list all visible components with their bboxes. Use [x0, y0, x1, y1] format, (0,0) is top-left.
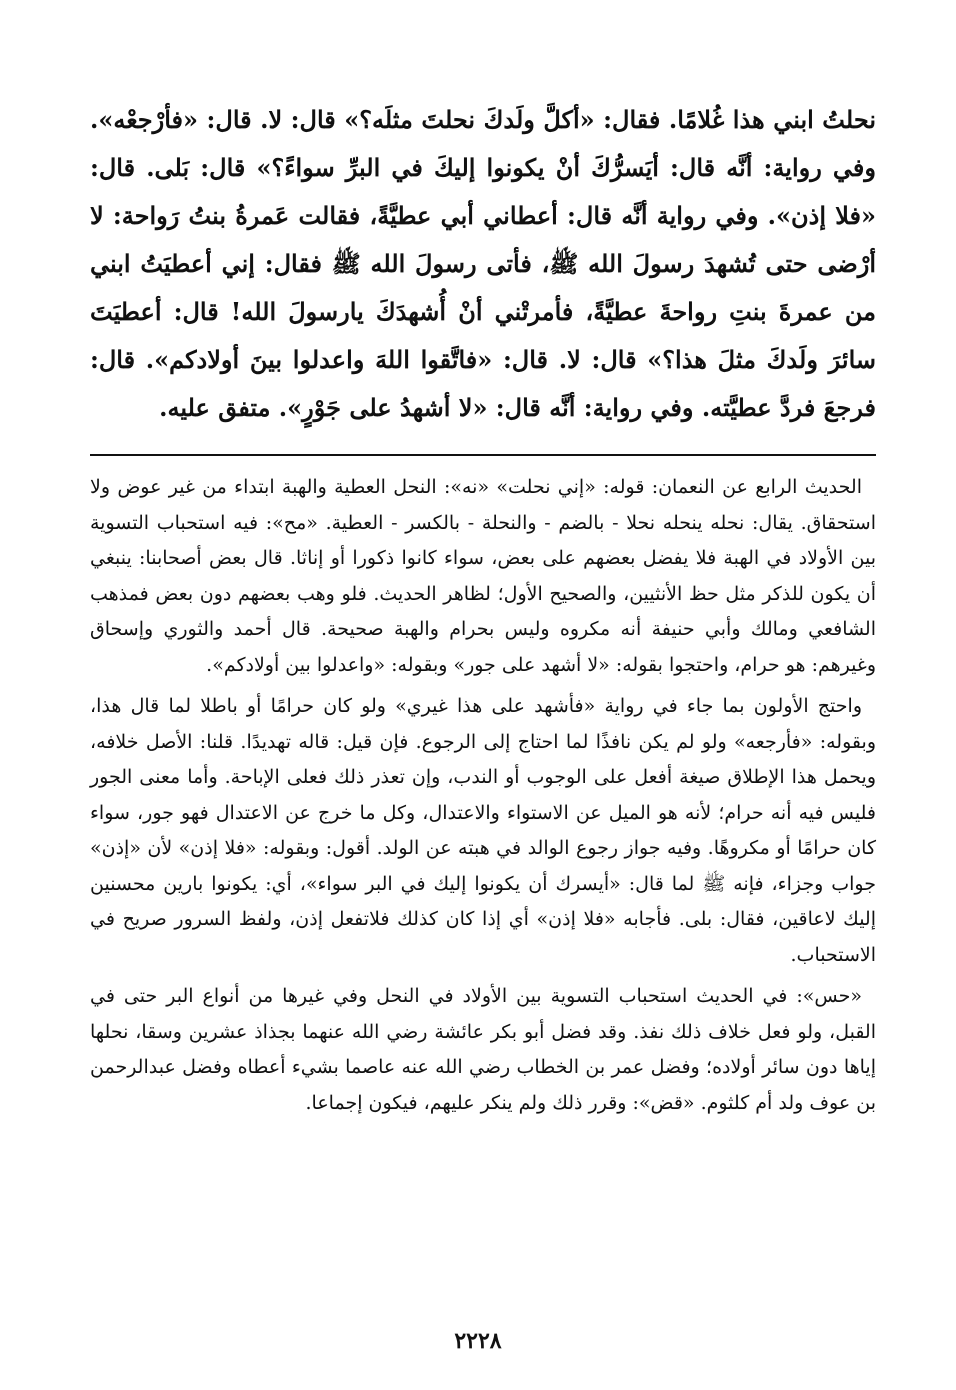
- hadith-paragraph: نحلتُ ابني هذا غُلامًا. فقال: «أكلَّ ولَدكَ نحلتَ مثلَه؟» قال: لا. قال: «فأرْجعْه». وفي رواية: أنَّه قال: أيَسرُّكَ أنْ يكونوا إليكَ في البرِّ سواءً؟» قال: بَلى. قال: «فلا إذن». وفي رواية أنَّه قال: أعطاني أبي عطيَّةً، فقالت عَمرةُ بنتُ رَواحة: لا أرْضى حتى تُشهدَ رسولَ الله ﷺ، فأتى رسولَ الله ﷺ فقال: إني أعطيَتُ ابني من عمرةَ بنتِ رواحةَ عطيَّةً، فأمرتْني أنْ أُشهدَكَ يارسولَ الله! قال: أعطيَتَ سائرَ ولَدكَ مثلَ هذا؟» قال: لا. قال: «فاتَّقوا اللهَ واعدلوا بينَ أولادكم». قال: فرجعَ فردَّ عطيَّته. وفي رواية: أنَّه قال: «لا أشهدُ على جَوْرٍ». متفق عليه.: [90, 105, 876, 422]
- commentary-paragraph-1: الحديث الرابع عن النعمان: قوله: «إني نحلت» «نه»: النحل العطية والهبة ابتداء من غير عوض ولا استحقاق. يقال: نحله ينحله نحلا - بالضم - والنحلة - بالكسر - العطية. «مح»: فيه استحباب التسوية بين الأولاد في الهبة فلا يفضل بعضهم على بعض، سواء كانوا ذكورا أو إناثا. قال بعض أصحابنا: ينبغي أن يكون للذكر مثل حظ الأنثيين، والصحيح الأول؛ لظاهر الحديث. فلو وهب بعضهم دون بعض فمذهب الشافعي ومالك وأبي حنيفة أنه مكروه وليس بحرام والهبة صحيحة. قال أحمد والثوري وإسحاق وغيرهم: هو حرام، واحتجوا بقوله: «لا أشهد على جور» وبقوله: «واعدلوا بين أولادكم».: [90, 476, 876, 676]
- page-number: ٢٢٢٨: [454, 1328, 502, 1354]
- commentary-paragraph-2: واحتج الأولون بما جاء في رواية «فأشهد على هذا غيري» ولو كان حرامًا أو باطلا لما قال هذا، وبقوله: «فأرجعه» ولو لم يكن نافذًا لما احتاج إلى الرجوع. فإن قيل: قاله تهديدًا. قلنا: الأصل خلافه، ويحمل هذا الإطلاق صيغة أفعل على الوجوب أو الندب، وإن تعذر ذلك فعلى الإباحة. وأما معنى الجور فليس فيه أنه حرام؛ لأنه هو الميل عن الاستواء والاعتدال، وكل ما خرج عن الاعتدال فهو جور، سواء كان حرامًا أو مكروهًا. وفيه جواز رجوع الوالد في هبته عن الولد. أقول: وبقوله: «فلا إذن» لأن «إذن» جواب وجزاء، فإنه ﷺ لما قال: «أيسرك أن يكونوا إليك في البر سواء»، أي: يكونوا بارين محسنين إليك لاعاقين، فقال: بلى. فأجابه «فلا إذن» أي إذا كان كذلك فلاتفعل إذن، ولفظ السرور صريح في الاستحباب.: [90, 695, 876, 966]
- commentary-paragraph-3: «حس»: في الحديث استحباب التسوية بين الأولاد في النحل وفي غيرها من أنواع البر حتى في القبل، ولو فعل خلاف ذلك نفذ. وقد فضل أبو بكر عائشة رضي الله عنهما بجذاذ عشرين وسقا، نحلها إياها دون سائر أولاده؛ وفضل عمر بن الخطاب رضي الله عنه عاصما بشيء أعطاه وفضل عبدالرحمن بن عوف ولد أم كلثوم. «قض»: وقرر ذلك ولم ينكر عليهم، فيكون إجماعا.: [90, 985, 876, 1114]
- page-content: [90, 96, 876, 1127]
- section-divider: [90, 454, 876, 456]
- hadith-text: [90, 96, 876, 432]
- commentary: [90, 470, 876, 1121]
